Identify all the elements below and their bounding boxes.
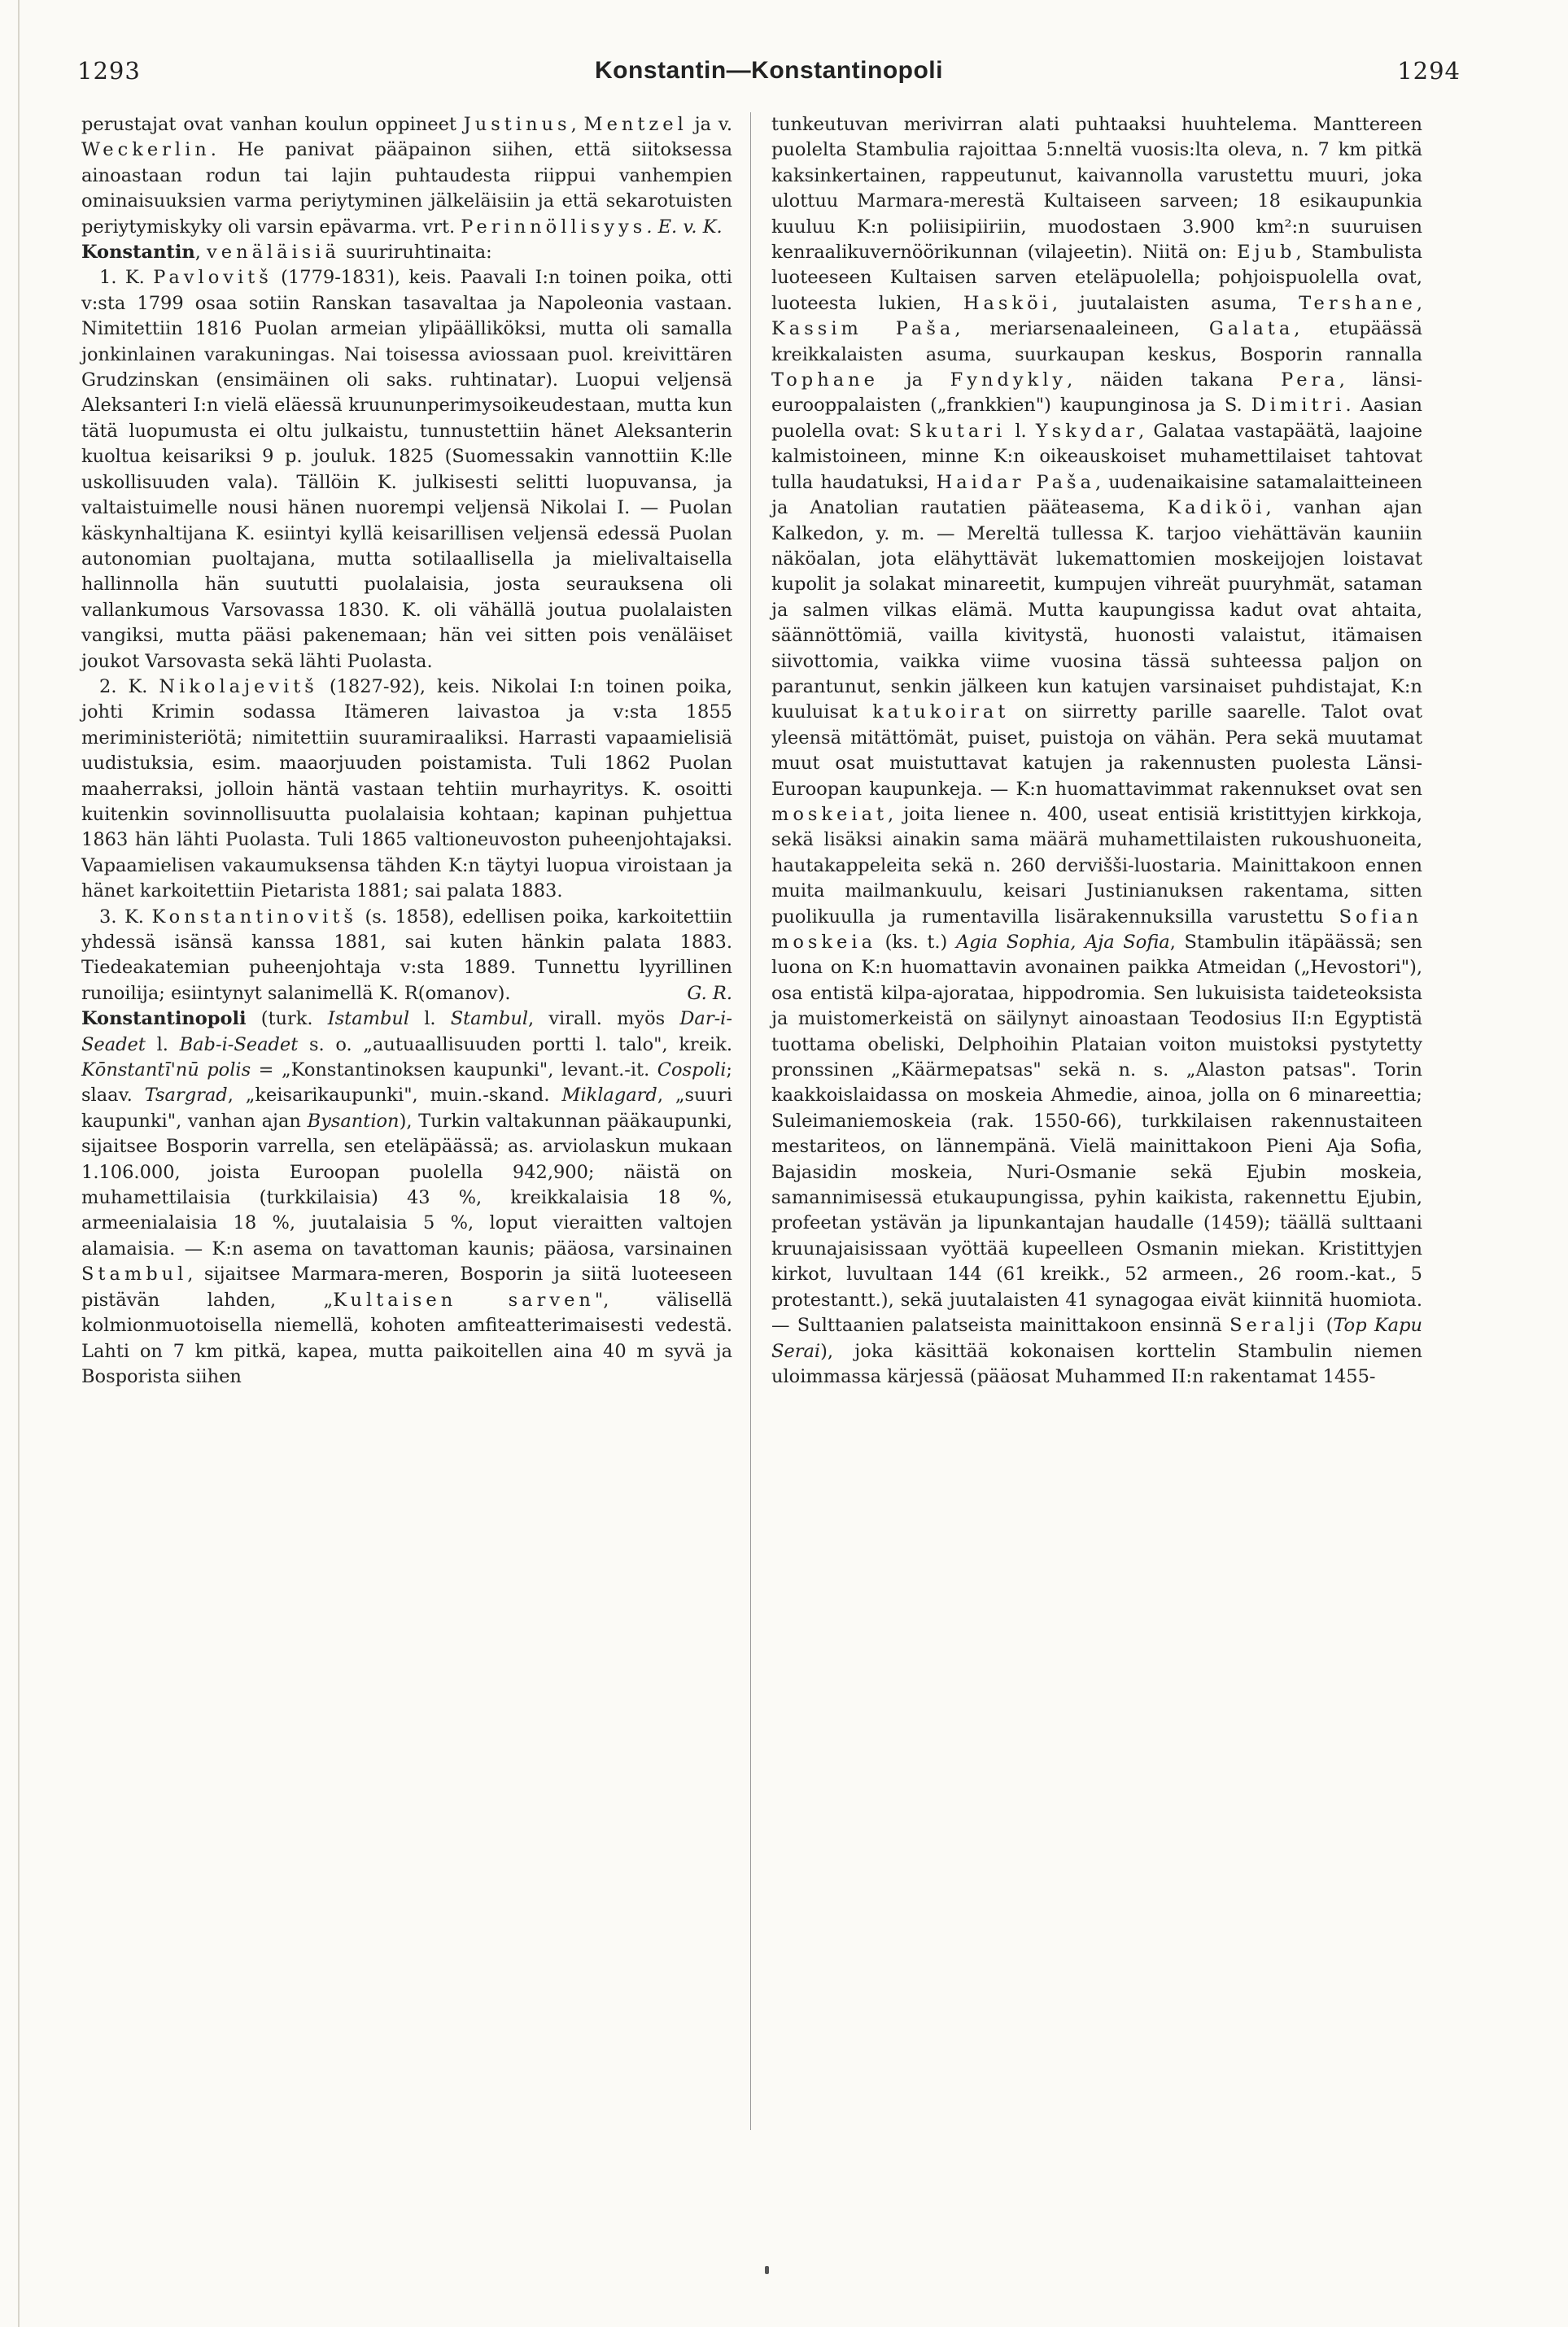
running-head: Konstantin—Konstantinopoli: [595, 57, 943, 84]
page-number-right: 1294: [1397, 57, 1461, 85]
right-column: [771, 112, 1422, 1390]
subentry-konstantin-1: 1. K. Pavlovitš (1779-1831), keis. Paavali I:n toinen poika, otti v:sta 1799 osaa sotiin Ranskan tasavaltaa ja Napoleonia vastaan. Nimitettiin 1816 Puolan armeian ylipäälliköksi, mutta oli samalla jonkinlainen varakuningas. Nai toisessa aviossaan puol. kreivittären Grudzinskan (ensimäinen oli saks. ruhtinatar). Luopui veljensä Aleksanteri I:n vielä eläessä kruununperimysoikeudestaan, mutta kun tätä luopumusta ei oltu julkaistu, tunnustettiin hänet Aleksanterin kuoltua keisariksi 9 p. jouluk. 1825 (Suomessakin vannottiin K:lle uskollisuuden vala). Tällöin K. julkisesti selitti luopuvansa, ja valtaistuimelle nousi hänen nuorempi veljensä Nikolai I. — Puolan käskynhaltijana K. esiintyi kyllä keisarillisen veljensä edessä Puolan autonomian puoltajana, mutta sotilaallisella ja mielivaltaisella hallinnolla hän suututti puolalaisia, josta seurauksena oli vallankumous Varsovassa 1830. K. oli vähällä joutua puolalaisten vangiksi, mutta pääsi pakenemaan; hän vei sitten pois venäläiset joukot Varsovasta sekä lähti Puolasta.: [81, 267, 732, 672]
entry-konstantinopoli: Konstantinopoli (turk. Istambul l. Stambul, virall. myös Dar-i-Seadet l. Bab-i-Seadet s. o. „autuaallisuuden portti l. talo", kreik. Kōnstantī'nū polis = „Konstantinoksen kaupunki", levant.-it. Cospoli; slaav. Tsargrad, „keisarikaupunki", muin.-skand. Miklagard, „suuri kaupunki", vanhan ajan Bysantion), Turkin valtakunnan pääkaupunki, sijaitsee Bosporin varrella, sen eteläpäässä; as. arviolaskun mukaan 1.106.000, joista Euroopan puolella 942,900; näistä on muhamettilaisia (turkkilaisia) 43 %, kreikkalaisia 18 %, armeenialaisia 18 %, juutalaisia 5 %, loput vieraitten valtojen alamaisia. — K:n asema on tavattoman kaunis; pääosa, varsinainen Stambul, sijaitsee Marmara-meren, Bosporin ja siitä luoteeseen pistävän lahden, „Kultaisen sarven", välisellä kolmionmuotoisella niemellä, kohoten amfiteatterimaisesti vedestä. Lahti on 7 km pitkä, kapea, mutta paikoitellen aina 40 m syvä ja Bosporista siihen: [81, 1008, 732, 1387]
page-edge: [18, 0, 20, 2327]
page-number-left: 1293: [77, 57, 141, 85]
column-divider: [750, 112, 751, 2130]
subentry-konstantin-2: 2. K. Nikolajevitš (1827-92), keis. Nikolai I:n toinen poika, johti Krimin sodassa Itämeren laivastoa ja v:sta 1855 meriministeriötä; nimitettiin suuramiraaliksi. Harrasti vapaamielisiä uudistuksia, esim. maaorjuuden poistamista. Tuli 1862 Puolan maaherraksi, jolloin häntä vastaan tehtiin murhayritys. K. osoitti kuitenkin sovinnollisuutta puolalaisia kohtaan; kapinan puhjettua 1863 hän lähti Puolasta. Tuli 1865 valtioneuvoston puheenjohtajaksi. Vapaamielisen vakaumuksensa tähden K:n täytyi luopua viroistaan ja hänet karkoitettiin Pietarista 1881; sai palata 1883.: [81, 675, 733, 902]
page-header: [77, 57, 1461, 90]
subentry-konstantin-3: 3. K. Konstantinovitš (s. 1858), edellisen poika, karkoitettiin yhdessä isänsä kanssa 1881, sai kuten hänkin palata 1883. Tiedeakatemian puheenjohtaja v:sta 1889. Tunnettu lyyrillinen runoilija; esiintynyt salanimellä K. R(omanov). G. R.: [81, 906, 732, 1004]
paragraph-breeding-end: perustajat ovat vanhan koulun oppineet Justinus, Mentzel ja v. Weckerlin. He panivat pääpainon siihen, että siitoksessa ainoastaan rodun tai lajin puhtaudesta riippui vanhempien ominaisuuksien varma periytyminen jälkeläisiin ja että sekarotuisten periytymiskyky oli varsin epävarma. vrt. Perinnöllisyys. E. v. K.: [81, 114, 732, 238]
left-column: [81, 112, 732, 1390]
print-speck: [765, 2266, 769, 2274]
entry-konstantin: Konstantin, venäläisiä suuriruhtinaita:: [81, 242, 492, 264]
entry-konstantinopoli-continued: tunkeutuvan merivirran alati puhtaaksi huuhtelema. Manttereen puolelta Stambulia rajoittaa 5:nneltä vuosis:lta oleva, n. 7 km pitkä kaksinkertainen, rappeutunut, kaivannolla varustettu muuri, joka ulottuu Marmara-merestä Kultaiseen sarveen; 18 esikaupunkia kuuluu K:n poliisipiiriin, muodostaen 3.900 km²:n suuruisen kenraalikuvernöörikunnan (vilajeetin). Niitä on: Ejub, Stambulista luoteeseen Kultaisen sarven eteläpuolella; pohjoispuolella ovat, luoteesta lukien, Hasköi, juutalaisten asuma, Tershane, Kassim Paša, meriarsenaaleineen, Galata, etupäässä kreikkalaisten asuma, suurkaupan keskus, Bosporin rannalla Tophane ja Fyndykly, näiden takana Pera, länsi-eurooppalaisten („frankkien") kaupunginosa ja S. Dimitri. Aasian puolella ovat: Skutari l. Yskydar, Galataa vastapäätä, laajoine kalmistoineen, minne K:n oikeauskoiset muhamettilaiset tahtovat tulla haudatuksi, Haidar Paša, uudenaikaisine satamalaitteineen ja Anatolian rautatien pääteasema, Kadiköi, vanhan ajan Kalkedon, y. m. — Mereltä tullessa K. tarjoo viehättävän kauniin näköalan, jota elähyttävät lukemattomien moskeijojen loistavat kupolit ja solakat minareetit, kumpujen vihreät puuryhmät, sataman ja salmen vilkas elämä. Mutta kaupungissa kadut ovat ahtaita, säännöttömiä, vailla kivitystä, huonosti valaistut, itämaisen siivottomia, vaikka viime vuosina tässä suhteessa paljon on parantunut, senkin jälkeen kun katujen varsinaiset puhdistajat, K:n kuuluisat katukoirat on siirretty parille saarelle. Talot ovat yleensä mitättömät, puiset, puistoja on vähän. Pera sekä muutamat muut osat muistuttavat katujen ja rakennusten puolesta Länsi-Euroopan kaupunkeja. — K:n huomattavimmat rakennukset ovat sen moskeiat, joita lienee n. 400, useat entisiä kristittyjen kirkkoja, sekä lisäksi ainakin sama määrä muhamettilaisten rukoushuoneita, hautakappeleita sekä n. 260 dervišši-luostaria. Mainittakoon ennen muita mailmankuulu, keisari Justinianuksen rakentama, sitten puolikuulla ja rumentavilla lisärakennuksilla varustettu Sofian moskeia (ks. t.) Agia Sophia, Aja Sofia, Stambulin itäpäässä; sen luona on K:n huomattavin avonainen paikka Atmeidan („Hevostori"), osa entistä kilpa-ajorataa, hippodromia. Sen lukuisista taideteoksista ja muistomerkeistä on säilynyt ainoastaan Teodosius II:n Egyptistä tuottama obeliski, Delphoihin Plataian voiton muistoksi pystytetty pronssinen „Käärmepatsas" sekä n. s. „Alaston patsas". Torin kaakkoislaidassa on moskeia Ahmedie, ainoa, jolla on 6 minareettia; Suleimaniemoskeia (rak. 1550-66), turkkilaisen rakennustaiteen mestariteos, on lännempänä. Vielä mainittakoon Pieni Aja Sofia, Bajasidin moskeia, Nuri-Osmanie sekä Ejubin moskeia, samannimisessä etukaupungissa, pyhin kaikista, rakennettu Ejubin, profeetan ystävän ja lipunkantajan haudalle (1459); täällä sulttaani kruunajaisissaan vyöttää kupeelleen Osmanin miekan. Kristittyjen kirkot, luvultaan 144 (61 kreikk., 52 armeen., 26 room.-kat., 5 protestantt.), sekä juutalaisten 41 synagogaa eivät kiinnitä huomiota. — Sulttaanien palatseista mainittakoon ensinnä Seralji (Top Kapu Serai), joka käsittää kokonaisen korttelin Stambulin niemen uloimmassa kärjessä (pääosat Muhammed II:n rakentamat 1455-: [771, 114, 1423, 1387]
